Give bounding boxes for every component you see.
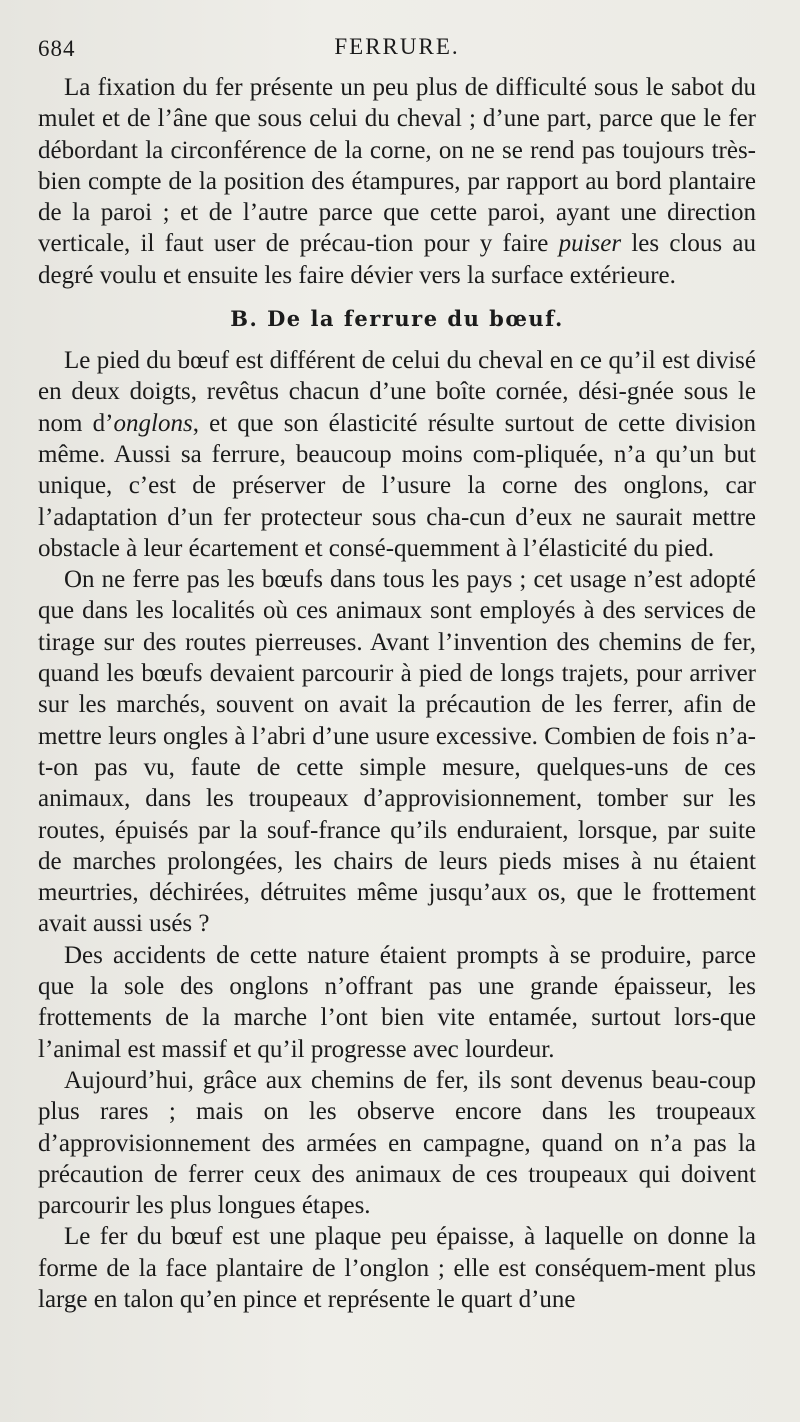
paragraph (38, 1221, 756, 1315)
paragraph-text: Des accidents de cette nature étaient prompts à se produire, parce que la sole des onglons n’offrant pas une grande épaisseur, les frottements de la marche l’ont bien vite entamée, surtout lors-que l’animal est massif et qu’il progresse avec lourdeur. (38, 941, 756, 1063)
paragraph-text: Aujourd’hui, grâce aux chemins de fer, ils sont devenus beau-coup plus rares ; mais on les observe encore dans les troupeaux d’approvisionnement des armées en campagne, quand on n’a pas la précaution de ferrer ceux des animaux de ces troupeaux qui doivent parcourir les plus longues étapes. (38, 1066, 756, 1220)
paragraph-text-continued: les clous au degré voulu et ensuite les faire dévier vers la surface extérieure. (38, 230, 757, 289)
page-number: 684 (38, 36, 76, 61)
running-head (38, 30, 756, 72)
paragraph-text: On ne ferre pas les bœufs dans tous les pays ; cet usage n’est adopté que dans les localités où ces animaux sont employés à des services de tirage sur des routes pierreuses. Avant l’invention des chemins de fer, quand les bœufs devaient parcourir à pied de longs trajets, pour arriver sur les marchés, souvent on avait la précaution de les ferrer, afin de mettre leurs ongles à l’abri d’une usure excessive. Combien de fois n’a-t-on pas vu, faute de cette simple mesure, quelques-uns de ces animaux, dans les troupeaux d’approvisionnement, tomber sur les routes, épuisés par la souf-france qu’ils enduraient, lorsque, par suite de marches prolongées, les chairs de leurs pieds mises à nu étaient meurtries, déchirées, détruites même jusqu’aux os, que le frottement avait aussi usés ? (38, 566, 756, 938)
paragraph-text: La fixation du fer présente un peu plus de difficulté sous le sabot du mulet et de l’âne que sous celui du cheval ; d’une part, parce que le fer débordant la circonférence de la corne, on ne se rend pas toujours très-bien compte de la position des étampures, par rapport au bord plantaire de la paroi ; et de l’autre parce que cette paroi, ayant une direction verticale, il faut user de précau-tion pour y faire (38, 74, 756, 258)
italic-term: puiser (558, 230, 622, 258)
paragraph (38, 940, 756, 1065)
paragraph (38, 345, 756, 564)
paragraph (38, 72, 756, 291)
section-heading: B. De la ferrure du bœuf. (230, 306, 564, 332)
paragraph (38, 1065, 756, 1221)
paragraph-text: Le pied du bœuf est différent de celui du cheval en ce qu’il est divisé en deux doigts, revêtus chacun d’une boîte cornée, dési-gnée sous le nom d’ (38, 347, 756, 437)
running-title: FERRURE. (334, 34, 460, 59)
italic-term: onglons (113, 409, 193, 437)
paragraph-text: Le fer du bœuf est une plaque peu épaisse, à laquelle on donne la forme de la face plantaire de l’onglon ; elle est conséquem-ment plus large en talon qu’en pince et représente le quart d’une (38, 1223, 756, 1313)
body-text (38, 72, 756, 1315)
paragraph (38, 564, 756, 940)
paragraph-text-continued: , et que son élasticité résulte surtout de cette division même. Aussi sa ferrure, beaucoup moins com-pliquée, n’a qu’un but unique, c’est de préserver de l’usure la corne des onglons, car l’adaptation d’un fer protecteur sous cha-cun d’eux ne saurait mettre obstacle à leur écartement et consé-quemment à l’élasticité du pied. (38, 409, 757, 562)
